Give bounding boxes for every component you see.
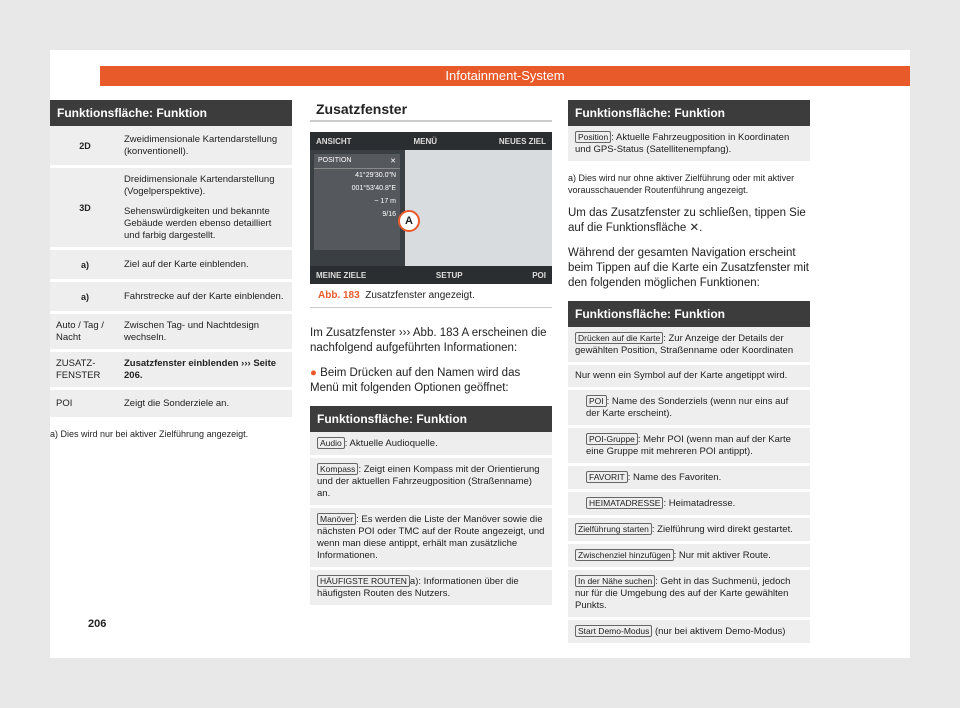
column-3 bbox=[568, 100, 810, 646]
navigation-text: Während der gesamten Navigation erscheint beim Tippen auf die Karte ein Zusatzfenster mit den folgenden möglichen Funktionen: bbox=[568, 247, 809, 289]
table-header: Funktionsfläche: Funktion bbox=[50, 100, 292, 126]
column-2 bbox=[310, 98, 552, 608]
table-row: Zielführung starten : Zielführung wird direkt gestartet. bbox=[568, 518, 810, 544]
table-row: 3D Dreidimensionale Kartendarstellung (Vogelperspektive). Sehenswürdigkeiten und bekannte Gebäude werden ebenso detailliert und farbig dargestellt. bbox=[50, 168, 292, 250]
table-row: 2D Zweidimensionale Kartendarstellung (konventionell). bbox=[50, 126, 292, 168]
table-row: POI-Gruppe : Mehr POI (wenn man auf der Karte eine Gruppe mit mehreren POI antippt). bbox=[568, 428, 810, 466]
table-row: POI Zeigt die Sonderziele an. bbox=[50, 390, 292, 420]
table-row: Zwischenziel hinzufügen : Nur mit aktiver Route. bbox=[568, 544, 810, 570]
page-header: Infotainment-System bbox=[100, 66, 910, 86]
table-row: Position : Aktuelle Fahrzeugposition in Koordinaten und GPS-Status (Satellitenempfang). bbox=[568, 126, 810, 164]
table-row: HÄUFIGSTE ROUTEN a): Informationen über die häufigsten Routen des Nutzers. bbox=[310, 570, 552, 608]
intro-text: Im Zusatzfenster ››› Abb. 183 A erscheinen die nachfolgend aufgeführten Informationen: bbox=[310, 327, 547, 354]
footnote: a) Dies wird nur ohne aktiver Zielführung oder mit aktiver vorausschauender Routenführung angezeigt. bbox=[568, 173, 795, 195]
table-row: In der Nähe suchen : Geht in das Suchmenü, jedoch nur für die Umgebung des auf der Karte gewählten Punkts. bbox=[568, 570, 810, 620]
table-row: HEIMATADRESSE : Heimatadresse. bbox=[568, 492, 810, 518]
table-header: Funktionsfläche: Funktion bbox=[310, 406, 552, 432]
table-row: Start Demo-Modus (nur bei aktivem Demo-Modus) bbox=[568, 620, 810, 646]
table-row: Audio : Aktuelle Audioquelle. bbox=[310, 432, 552, 458]
table-row: Nur wenn ein Symbol auf der Karte angetippt wird. bbox=[568, 365, 810, 390]
table-row: Manöver : Es werden die Liste der Manöver sowie die nächsten POI oder TMC auf der Route angezeigt, und wenn man diese antippt, erhält man zusätzliche Informationen. bbox=[310, 508, 552, 570]
table-header: Funktionsfläche: Funktion bbox=[568, 301, 810, 327]
figure-caption: Abb. 183 Zusatzfenster angezeigt. bbox=[310, 284, 552, 308]
3d-icon: 3D bbox=[79, 202, 91, 213]
close-instruction: Um das Zusatzfenster zu schließen, tippen Sie auf die Funktionsfläche ✕. bbox=[568, 207, 806, 234]
close-icon: ✕ bbox=[390, 158, 396, 165]
table-row: ZUSATZ-FENSTER Zusatzfenster einblenden ››› Seite 206. bbox=[50, 352, 292, 390]
footnote: a) Dies wird nur bei aktiver Zielführung angezeigt. bbox=[50, 429, 249, 439]
infotainment-screenshot: ANSICHT MENÜ NEUES ZIEL POSITION ✕ 41°29'30.0"N 001°53'40.8"E ~ 17 m 9/16 A MEINE ZIELE SETUP POI bbox=[310, 132, 552, 284]
table-row: a) Ziel auf der Karte einblenden. bbox=[50, 250, 292, 282]
map-view bbox=[405, 150, 552, 266]
destination-flag-icon: a) bbox=[80, 259, 89, 270]
table-row: FAVORIT : Name des Favoriten. bbox=[568, 466, 810, 492]
marker-a: A bbox=[398, 210, 420, 232]
function-table-1 bbox=[50, 100, 292, 440]
table-row: Auto / Tag / Nacht Zwischen Tag- und Nachtdesign wechseln. bbox=[50, 314, 292, 352]
2d-icon: 2D bbox=[79, 140, 91, 151]
route-flag-icon: a) bbox=[80, 291, 89, 302]
page-number: 206 bbox=[88, 618, 107, 630]
bullet-text: ● Beim Drücken auf den Namen wird das Menü mit folgenden Optionen geöffnet: bbox=[310, 367, 521, 394]
position-panel: POSITION ✕ 41°29'30.0"N 001°53'40.8"E ~ 17 m 9/16 bbox=[314, 154, 400, 250]
table-row: Drücken auf die Karte : Zur Anzeige der Details der gewählten Position, Straßenname oder Koordinaten bbox=[568, 327, 810, 365]
table-row: a) Fahrstrecke auf der Karte einblenden. bbox=[50, 282, 292, 314]
section-title: Zusatzfenster bbox=[310, 98, 552, 122]
table-row: POI : Name des Sonderziels (wenn nur eins auf der Karte erscheint). bbox=[568, 390, 810, 428]
table-header: Funktionsfläche: Funktion bbox=[568, 100, 810, 126]
table-row: Kompass : Zeigt einen Kompass mit der Orientierung und der aktuellen Fahrzeugposition (Straßenname) an. bbox=[310, 458, 552, 508]
